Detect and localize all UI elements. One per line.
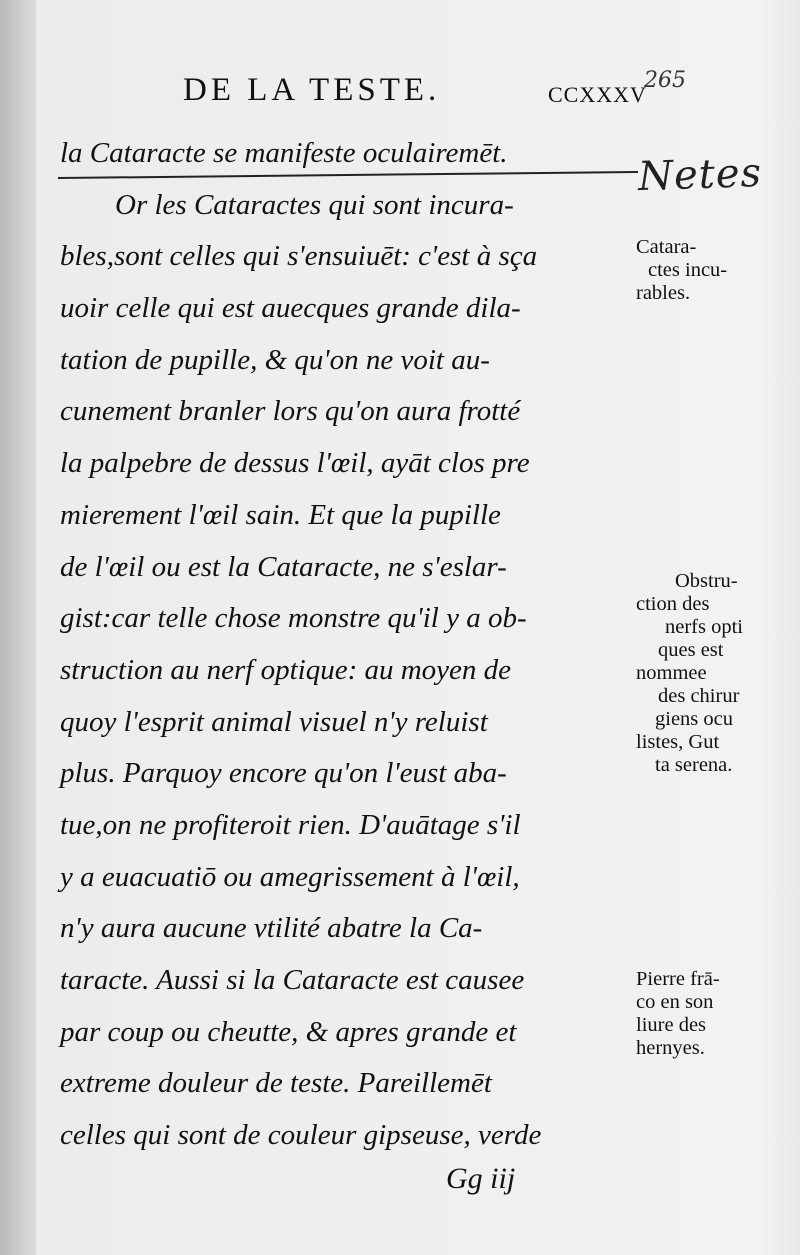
margin-note-line: ques est: [658, 639, 724, 661]
text-line: taracte. Aussi si la Cataracte est causee: [60, 964, 525, 996]
page-header: [0, 68, 800, 118]
text-line: cunement branler lors qu'on aura frotté: [60, 395, 521, 428]
margin-note-cataractes: [636, 236, 727, 305]
margin-note-line: des chirur: [658, 685, 740, 707]
margin-note-line: liure des: [636, 1014, 707, 1036]
margin-note-pierre-franco: [636, 968, 720, 1060]
margin-note-line: nommee: [636, 662, 707, 684]
margin-note-line: co en son: [636, 991, 714, 1013]
signature-mark: Gg iij: [446, 1162, 516, 1195]
margin-note-line: ta serena.: [655, 754, 733, 776]
margin-note-line: Catara-: [636, 236, 697, 258]
handwritten-note: Netes: [637, 149, 763, 201]
margin-note-line: nerfs opti: [665, 616, 743, 638]
text-line: Or les Cataractes qui sont incura-: [115, 188, 514, 221]
margin-note-line: Pierre frā-: [636, 968, 720, 990]
margin-note-line: ctes incu-: [648, 259, 728, 281]
text-line: la Cataracte se manifeste oculairemēt.: [60, 137, 508, 169]
text-line: n'y aura aucune vtilité abatre la Ca-: [60, 912, 483, 945]
text-line: mierement l'œil sain. Et que la pupille: [60, 498, 501, 531]
text-line: extreme douleur de teste. Pareillemēt: [60, 1067, 492, 1100]
page-gutter-shadow: [0, 0, 36, 1255]
text-line: plus. Parquoy encore qu'on l'eust aba-: [60, 757, 507, 790]
margin-note-line: rables.: [636, 282, 691, 304]
margin-note-line: giens ocu: [655, 708, 733, 730]
text-line: celles qui sont de couleur gipseuse, verde: [60, 1119, 542, 1152]
text-line: y a euacuatiō ou amegrissement à l'œil,: [60, 860, 520, 893]
text-line: gist:car telle chose monstre qu'il y a ob-: [60, 602, 527, 635]
folio-number: CCXXXV: [548, 82, 647, 107]
text-line: par coup ou cheutte, & apres grande et: [60, 1015, 517, 1048]
margin-note-line: hernyes.: [636, 1037, 705, 1059]
text-line: tation de pupille, & qu'on ne voit au-: [60, 343, 490, 376]
margin-note-line: listes, Gut: [636, 731, 720, 753]
text-line: uoir celle qui est auecques grande dila-: [60, 292, 521, 325]
text-line: la palpebre de dessus l'œil, ayāt clos pre: [60, 447, 530, 480]
margin-note-line: ction des: [636, 593, 710, 615]
text-line: struction au nerf optique: au moyen de: [60, 653, 512, 686]
handwritten-folio-number: 265: [644, 68, 686, 93]
margin-note-line: Obstru-: [675, 570, 738, 592]
text-line: tue,on ne profiteroit rien. D'auātage s'il: [60, 808, 521, 841]
text-line: de l'œil ou est la Cataracte, ne s'eslar-: [60, 550, 507, 583]
text-line: bles,sont celles qui s'ensuiuēt: c'est à sça: [60, 240, 538, 273]
text-line: quoy l'esprit animal visuel n'y reluist: [60, 705, 488, 738]
margin-note-obstruction: [636, 570, 743, 777]
body-text: [60, 128, 640, 1162]
running-title: DE LA TESTE.: [183, 72, 441, 108]
